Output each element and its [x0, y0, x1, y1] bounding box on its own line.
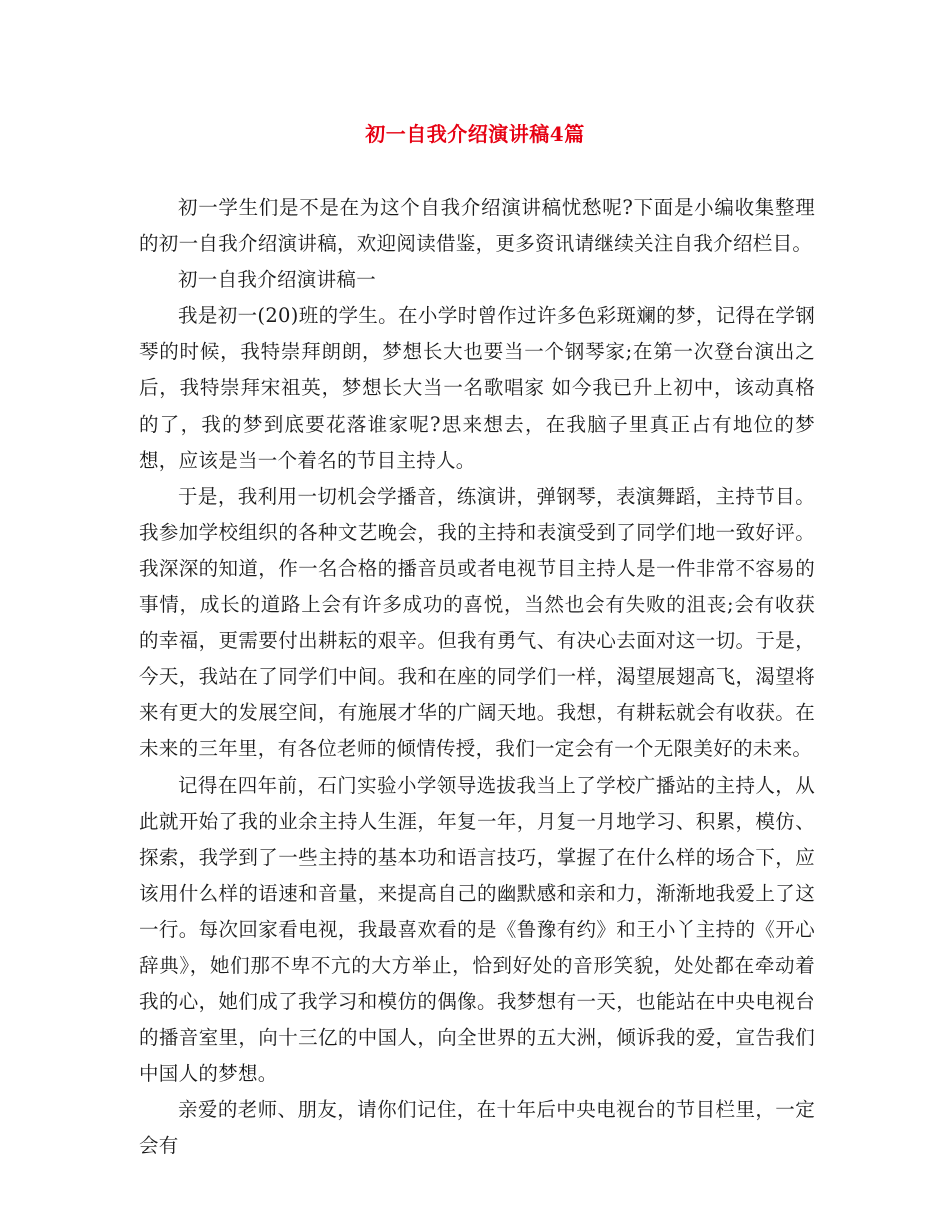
- document-title: 初一自我介绍演讲稿4篇: [365, 122, 585, 146]
- paragraph-intro: 初一学生们是不是在为这个自我介绍演讲稿忧愁呢?下面是小编收集整理的初一自我介绍演讲稿，欢迎阅读借鉴，更多资讯请继续关注自我介绍栏目。: [139, 196, 815, 256]
- paragraph-effort: 于是，我利用一切机会学播音，练演讲，弹钢琴，表演舞蹈，主持节目。我参加学校组织的各种文艺晚会，我的主持和表演受到了同学们地一致好评。我深深的知道，作一名合格的播音员或者电视节目主持人是一件非常不容易的事情，成长的道路上会有许多成功的喜悦，当然也会有失败的沮丧;会有收获的幸福，更需要付出耕耘的艰辛。但我有勇气、有决心去面对这一切。于是，今天，我站在了同学们中间。我和在座的同学们一样，渴望展翅高飞，渴望将来有更大的发展空间，有施展才华的广阔天地。我想，有耕耘就会有收获。在未来的三年里，有各位老师的倾情传授，我们一定会有一个无限美好的未来。: [139, 484, 815, 761]
- document-body: [139, 190, 815, 1165]
- paragraph-dream: 我是初一(20)班的学生。在小学时曾作过许多色彩斑斓的梦，记得在学钢琴的时候，我特崇拜朗朗，梦想长大也要当一个钢琴家;在第一次登台演出之后，我特崇拜宋祖英，梦想长大当一名歌唱家 如今我已升上初中，该动真格的了，我的梦到底要花落谁家呢?思来想去，在我脑子里真正占有地位的梦想，应该是当一个着名的节目主持人。: [139, 304, 815, 472]
- paragraph-closing: 亲爱的老师、朋友，请你们记住，在十年后中央电视台的节目栏里，一定会有: [139, 1098, 815, 1158]
- paragraph-memory: 记得在四年前，石门实验小学领导选拔我当上了学校广播站的主持人，从此就开始了我的业余主持人生涯，年复一年，月复一月地学习、积累，模仿、探索，我学到了一些主持的基本功和语言技巧，掌握了在什么样的场合下，应该用什么样的语速和音量，来提高自己的幽默感和亲和力，渐渐地我爱上了这一行。每次回家看电视，我最喜欢看的是《鲁豫有约》和王小丫主持的《开心辞典》，她们那不卑不亢的大方举止，恰到好处的音形笑貌，处处都在牵动着我的心，她们成了我学习和模仿的偶像。我梦想有一天，也能站在中央电视台的播音室里，向十三亿的中国人，向全世界的五大洲，倾诉我的爱，宣告我们中国人的梦想。: [139, 773, 815, 1086]
- section-heading: 初一自我介绍演讲稿一: [178, 268, 377, 292]
